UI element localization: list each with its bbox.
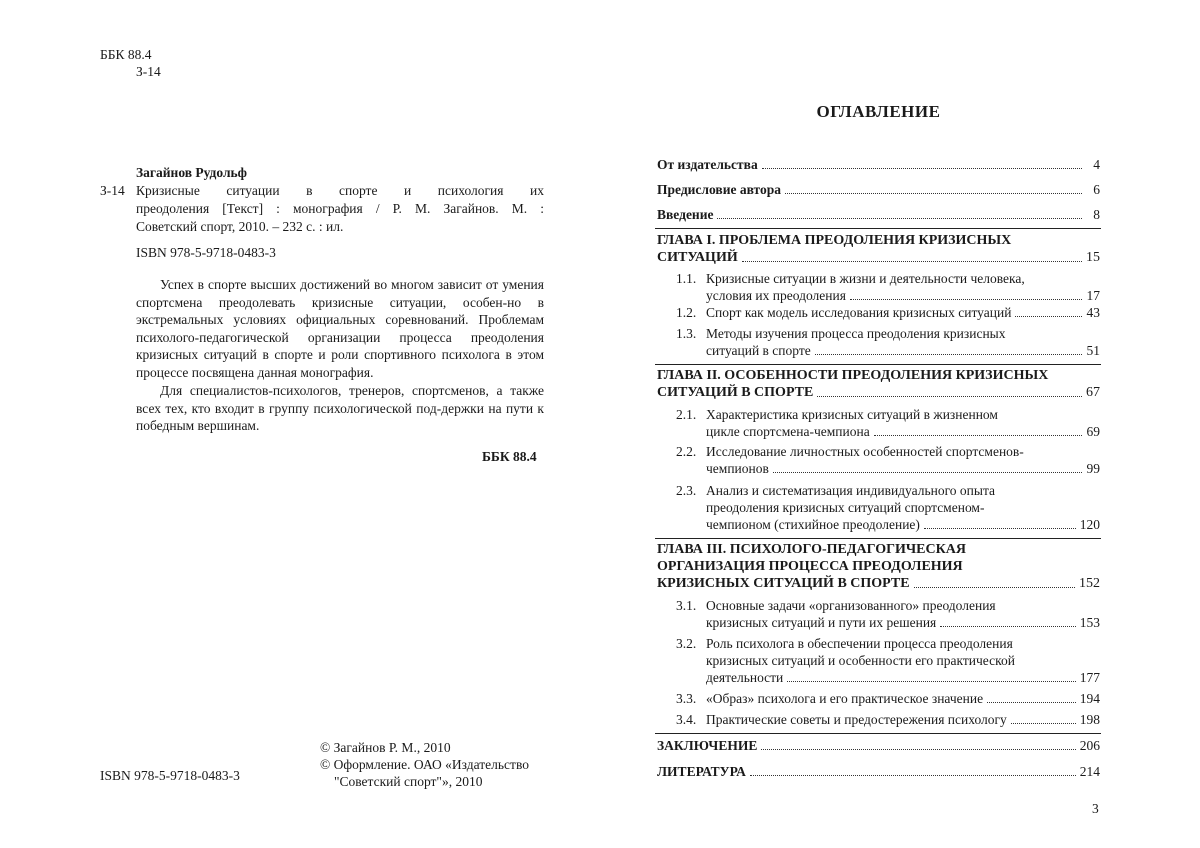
dot-leader bbox=[924, 528, 1076, 529]
bbk-code-top: ББК 88.4 bbox=[100, 47, 152, 62]
chapter-divider bbox=[655, 733, 1101, 734]
toc-page-number: 120 bbox=[1079, 517, 1100, 532]
dot-leader bbox=[874, 435, 1082, 436]
bib-line-3: Советский спорт, 2010. – 232 с. : ил. bbox=[136, 219, 344, 234]
toc-entry-title: КРИЗИСНЫХ СИТУАЦИЙ В СПОРТЕ bbox=[657, 576, 910, 591]
toc-entry-section-2-3 bbox=[706, 516, 1100, 533]
toc-entry-title: ситуаций в спорте bbox=[706, 343, 811, 358]
dot-leader bbox=[940, 626, 1075, 627]
section-2-1-title-line-1: Характеристика кризисных ситуаций в жизненном bbox=[706, 407, 998, 422]
section-3-4-number: 3.4. bbox=[676, 712, 697, 727]
toc-entry-title: Введение bbox=[657, 207, 714, 222]
section-1-1-number: 1.1. bbox=[676, 271, 697, 286]
section-3-2-title-line-1: Роль психолога в обеспечении процесса преодоления bbox=[706, 636, 1013, 651]
section-3-1-number: 3.1. bbox=[676, 598, 697, 613]
toc-entry-title: СИТУАЦИЙ В СПОРТЕ bbox=[657, 385, 814, 400]
toc-page-number: 206 bbox=[1079, 738, 1100, 753]
toc-page-number: 99 bbox=[1086, 461, 1100, 476]
chapter-divider bbox=[655, 228, 1101, 229]
section-2-3-number: 2.3. bbox=[676, 483, 697, 498]
section-2-2-title-line-1: Исследование личностных особенностей спортсменов- bbox=[706, 444, 1024, 459]
toc-entry-title: условия их преодоления bbox=[706, 288, 846, 303]
toc-entry-title: Предисловие автора bbox=[657, 182, 782, 197]
toc-entry-title: цикле спортсмена-чемпиона bbox=[706, 424, 870, 439]
toc-entry-section-1-1 bbox=[706, 287, 1100, 304]
toc-entry-title: кризисных ситуаций и пути их решения bbox=[706, 615, 937, 630]
toc-page-number: 4 bbox=[1093, 157, 1100, 172]
chapter-divider bbox=[655, 364, 1101, 365]
bib-line-1: Кризисные ситуации в спорте и психология их bbox=[136, 183, 544, 198]
toc-entry-chapter-2 bbox=[657, 384, 1100, 401]
section-1-3-number: 1.3. bbox=[676, 326, 697, 341]
toc-entry-section-3-2 bbox=[706, 669, 1100, 686]
dot-leader bbox=[750, 775, 1076, 776]
toc-entry-section-1-2 bbox=[706, 304, 1100, 321]
toc-entry-title: чемпионом (стихийное преодоление) bbox=[706, 517, 920, 532]
toc-entry-preface bbox=[657, 181, 1100, 198]
toc-page-number: 153 bbox=[1079, 615, 1100, 630]
toc-page-number: 152 bbox=[1079, 576, 1100, 591]
toc-page-number: 6 bbox=[1093, 182, 1100, 197]
dot-leader bbox=[817, 396, 1082, 397]
toc-entry-section-3-3 bbox=[706, 690, 1100, 707]
copyright-author: © Загайнов Р. М., 2010 bbox=[320, 740, 451, 755]
toc-entry-title: ЛИТЕРАТУРА bbox=[657, 764, 746, 779]
section-1-3-title-line-1: Методы изучения процесса преодоления кризисных bbox=[706, 326, 1006, 341]
toc-entry-section-1-3 bbox=[706, 342, 1100, 359]
toc-title: ОГЛАВЛЕНИЕ bbox=[816, 102, 941, 121]
dot-leader bbox=[1011, 723, 1076, 724]
bbk-code-bottom: ББК 88.4 bbox=[482, 449, 537, 464]
dot-leader bbox=[742, 261, 1082, 262]
author-mark-top: З-14 bbox=[136, 64, 161, 79]
chapter-divider bbox=[655, 538, 1101, 539]
chapter-2-title-line-1: ГЛАВА II. ОСОБЕННОСТИ ПРЕОДОЛЕНИЯ КРИЗИСНЫХ bbox=[657, 368, 1049, 383]
toc-page-number: 67 bbox=[1086, 385, 1100, 400]
dot-leader bbox=[761, 749, 1075, 750]
bibliographic-record bbox=[136, 182, 544, 236]
toc-entry-literature bbox=[657, 763, 1100, 780]
toc-entry-chapter-3 bbox=[657, 575, 1100, 592]
section-3-2-title-line-2: кризисных ситуаций и особенности его практической bbox=[706, 653, 1015, 668]
toc-entry-conclusion bbox=[657, 737, 1100, 754]
toc-page-number: 8 bbox=[1093, 207, 1100, 222]
toc-page-number: 69 bbox=[1086, 424, 1100, 439]
toc-entry-publisher bbox=[657, 156, 1100, 173]
toc-page-number: 15 bbox=[1086, 250, 1100, 265]
annotation-paragraph-1: Успех в спорте высших достижений во многом зависит от умения спортсмена преодолевать кризисные ситуации, особен-но в экстремальных условиях официальных соревнований. Проблемам психолого-педагогической организации процесса преодоления кризисных ситуаций в спорте и роли спортивного психолога в этом процессе посвящена данная монография. bbox=[136, 277, 544, 380]
section-2-3-title-line-2: преодоления кризисных ситуаций спортсменом- bbox=[706, 500, 985, 515]
toc-entry-title: СИТУАЦИЙ bbox=[657, 250, 738, 265]
chapter-3-title-line-1: ГЛАВА III. ПСИХОЛОГО-ПЕДАГОГИЧЕСКАЯ bbox=[657, 542, 966, 557]
dot-leader bbox=[717, 218, 1082, 219]
toc-entry-title: Спорт как модель исследования кризисных ситуаций bbox=[706, 305, 1012, 320]
toc-entry-title: ЗАКЛЮЧЕНИЕ bbox=[657, 738, 758, 753]
toc-page-number: 17 bbox=[1086, 288, 1100, 303]
toc-entry-chapter-1 bbox=[657, 249, 1100, 266]
dot-leader bbox=[762, 168, 1082, 169]
dot-leader bbox=[850, 299, 1082, 300]
toc-page-number: 214 bbox=[1079, 764, 1100, 779]
section-2-3-title-line-1: Анализ и систематизация индивидуального опыта bbox=[706, 483, 996, 498]
section-3-3-number: 3.3. bbox=[676, 691, 697, 706]
toc-entry-title: чемпионов bbox=[706, 461, 769, 476]
dot-leader bbox=[787, 681, 1075, 682]
toc-entry-title: «Образ» психолога и его практическое значение bbox=[706, 691, 984, 706]
toc-entry-title: Практические советы и предостережения психологу bbox=[706, 712, 1007, 727]
dot-leader bbox=[987, 702, 1076, 703]
toc-page-number: 177 bbox=[1079, 670, 1100, 685]
section-3-1-title-line-1: Основные задачи «организованного» преодоления bbox=[706, 598, 996, 613]
chapter-3-title-line-2: ОРГАНИЗАЦИЯ ПРОЦЕССА ПРЕОДОЛЕНИЯ bbox=[657, 559, 963, 574]
dot-leader bbox=[1015, 316, 1082, 317]
toc-entry-section-3-4 bbox=[706, 711, 1100, 728]
copyright-design-line-1: © Оформление. ОАО «Издательство bbox=[320, 757, 529, 772]
section-1-1-title-line-1: Кризисные ситуации в жизни и деятельности человека, bbox=[706, 271, 1025, 286]
dot-leader bbox=[773, 472, 1082, 473]
annotation-paragraph-2: Для специалистов-психологов, тренеров, спортсменов, а также всех тех, кто входит в группу психологической под-держки на пути к победным вершинам. bbox=[136, 383, 544, 434]
dot-leader bbox=[914, 587, 1075, 588]
toc-page-number: 198 bbox=[1079, 712, 1100, 727]
section-3-2-number: 3.2. bbox=[676, 636, 697, 651]
page-number: 3 bbox=[1092, 801, 1099, 816]
toc-page-number: 194 bbox=[1079, 691, 1100, 706]
author-mark: З-14 bbox=[100, 183, 125, 198]
dot-leader bbox=[785, 193, 1082, 194]
toc-entry-introduction bbox=[657, 206, 1100, 223]
toc-entry-title: деятельности bbox=[706, 670, 784, 685]
author-name: Загайнов Рудольф bbox=[136, 165, 247, 180]
section-2-2-number: 2.2. bbox=[676, 444, 697, 459]
isbn: ISBN 978-5-9718-0483-3 bbox=[136, 245, 276, 260]
chapter-1-title-line-1: ГЛАВА I. ПРОБЛЕМА ПРЕОДОЛЕНИЯ КРИЗИСНЫХ bbox=[657, 233, 1012, 248]
toc-entry-title: От издательства bbox=[657, 157, 758, 172]
isbn-bottom: ISBN 978-5-9718-0483-3 bbox=[100, 768, 240, 783]
toc-entry-section-3-1 bbox=[706, 614, 1100, 631]
toc-entry-section-2-2 bbox=[706, 460, 1100, 477]
toc-page-number: 43 bbox=[1086, 305, 1100, 320]
section-1-2-number: 1.2. bbox=[676, 305, 697, 320]
section-2-1-number: 2.1. bbox=[676, 407, 697, 422]
toc-entry-section-2-1 bbox=[706, 423, 1100, 440]
toc-page-number: 51 bbox=[1086, 343, 1100, 358]
copyright-design-line-2: "Советский спорт"», 2010 bbox=[334, 774, 483, 789]
bib-line-2: преодоления [Текст] : монография / Р. М. Загайнов. М. : bbox=[136, 201, 544, 216]
dot-leader bbox=[815, 354, 1082, 355]
